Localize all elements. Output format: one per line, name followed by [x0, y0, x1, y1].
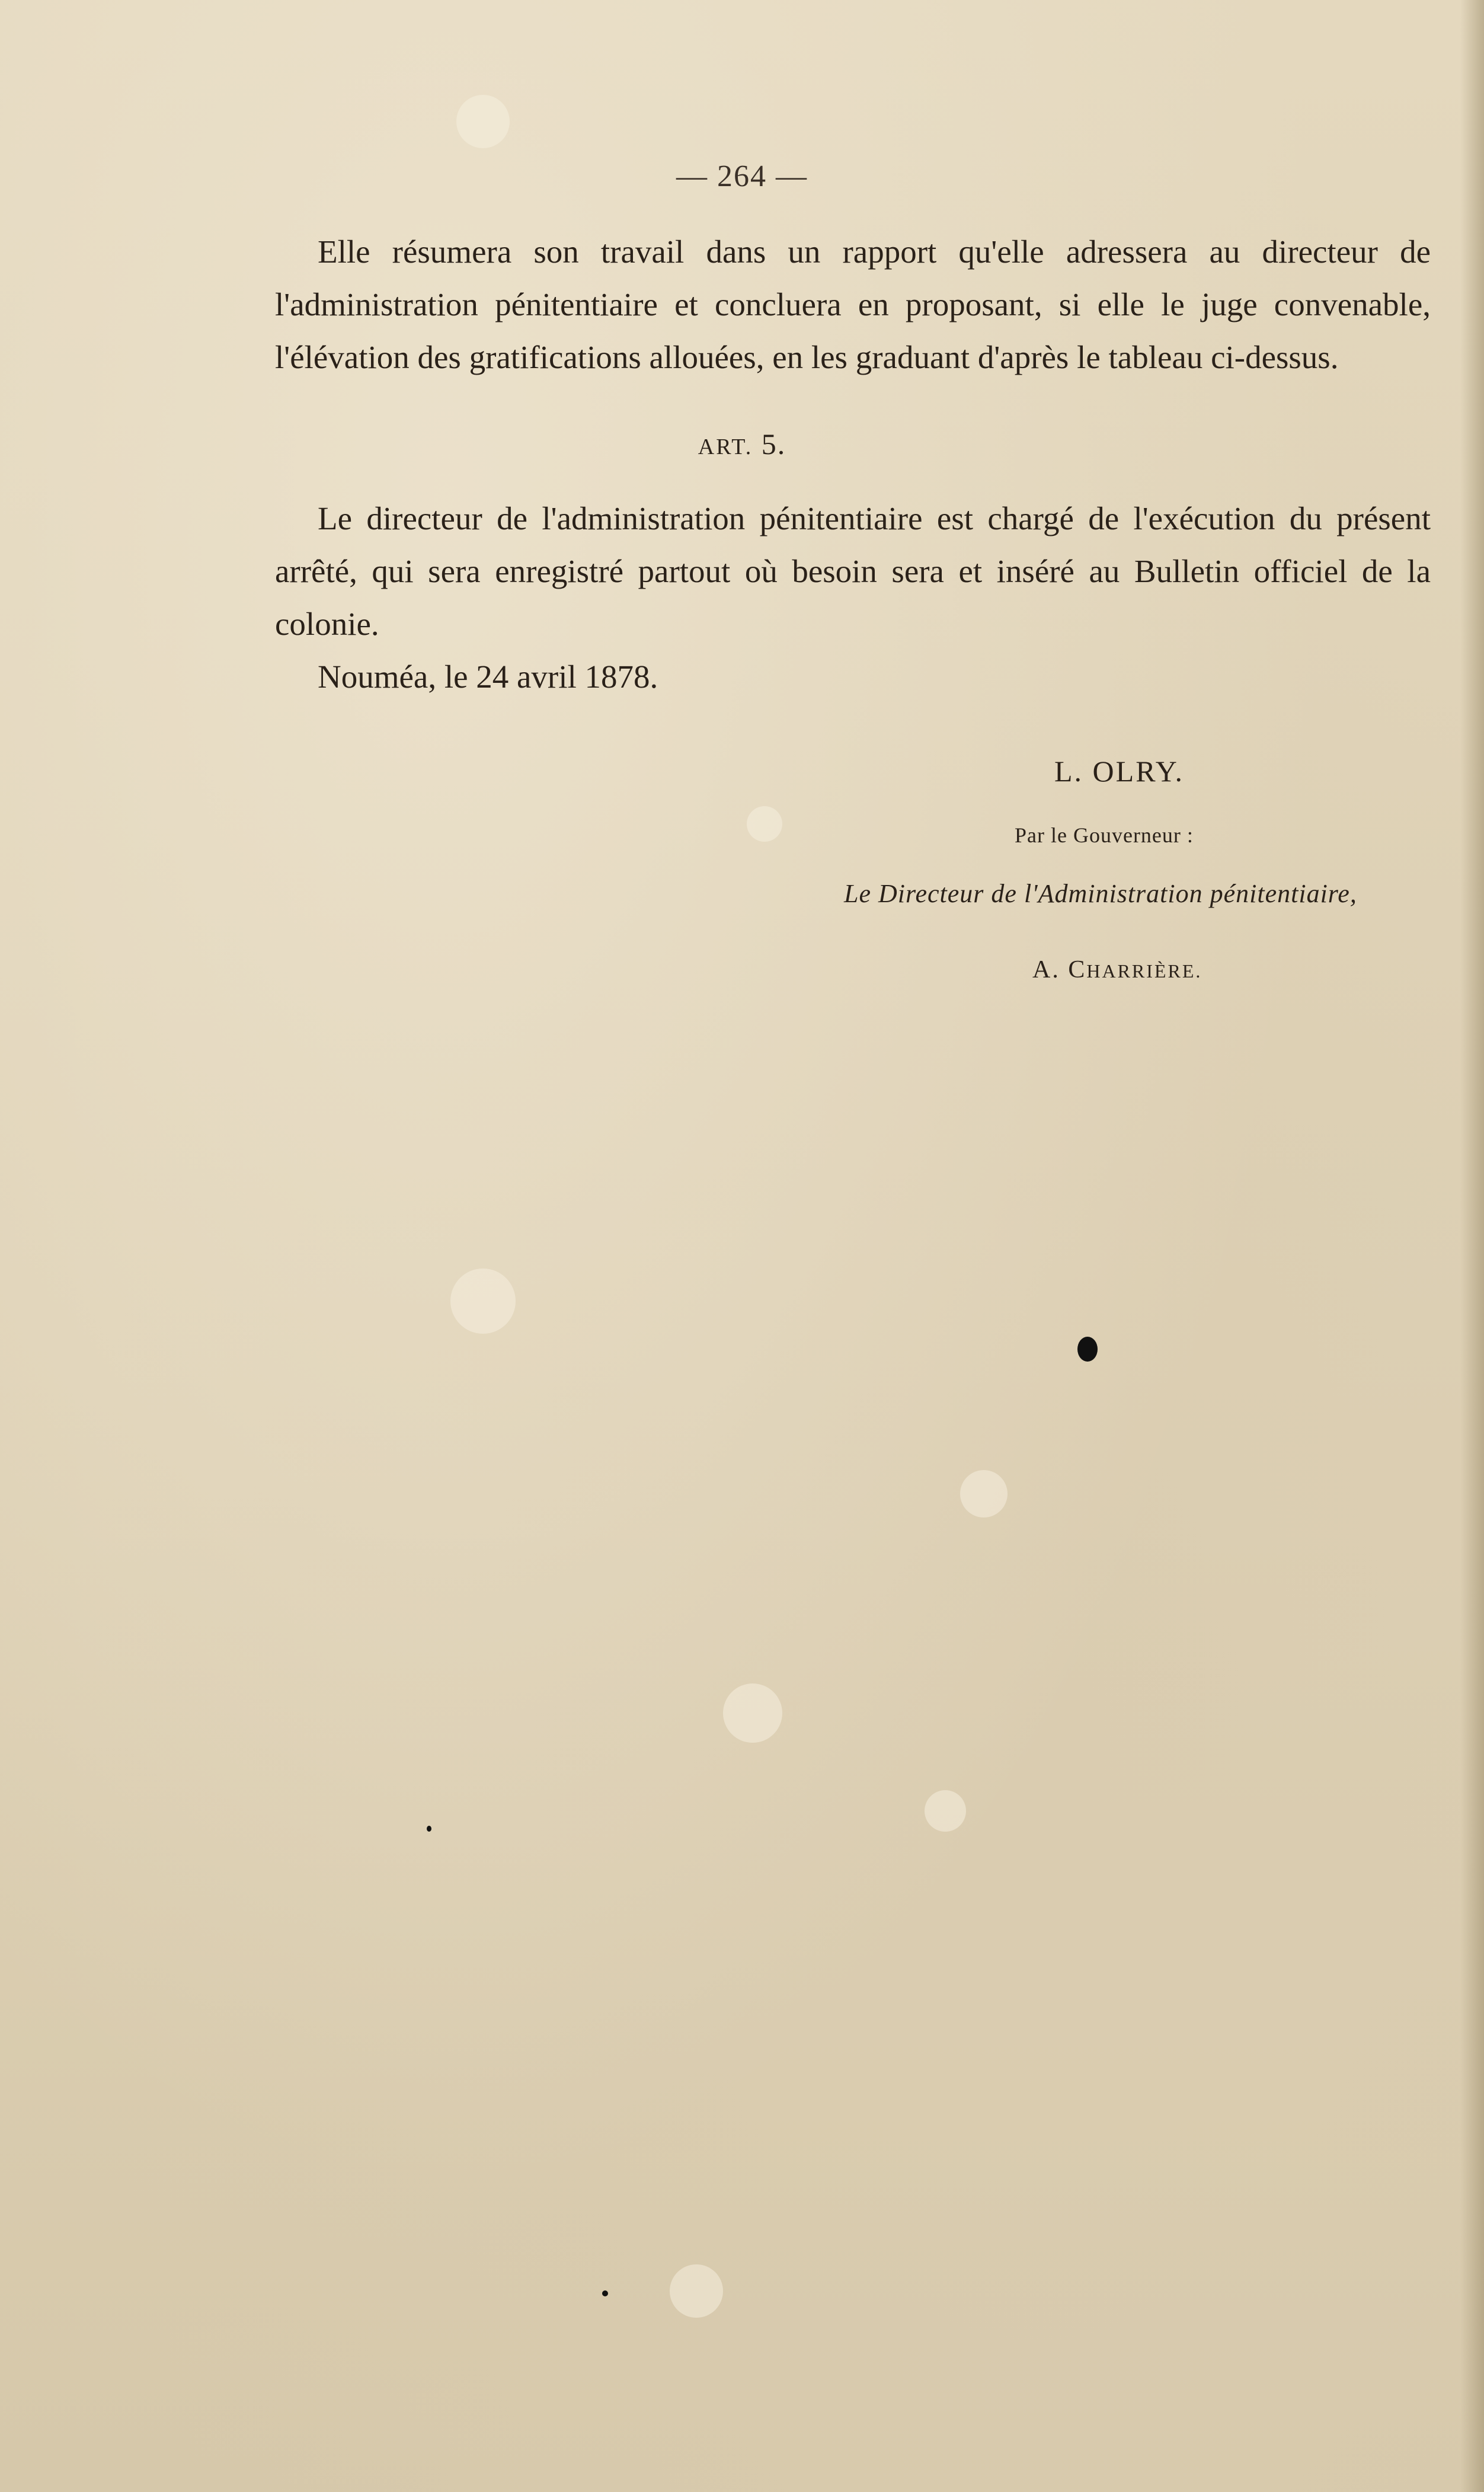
body-paragraph-2: Le directeur de l'administration pénitentiaire est chargé de l'exécution du présent arrêté, qui sera enregistré partout où besoin sera et inséré au Bulletin officiel de la colonie. — [275, 500, 1431, 642]
foxing-spot — [925, 1790, 966, 1832]
foxing-spot — [960, 1470, 1008, 1517]
page-edge-shadow — [1460, 0, 1484, 2492]
foxing-spot — [450, 1269, 516, 1334]
signatory-initial: A. C — [1032, 956, 1087, 983]
signatory-name — [1032, 956, 1202, 984]
signature-name: L. OLRY. — [1054, 755, 1184, 788]
body-paragraph-1-block — [275, 225, 1431, 384]
page-number: — 264 — — [676, 159, 808, 193]
foxing-spot — [456, 95, 510, 148]
foxing-spot — [670, 2264, 723, 2318]
article-prefix: ART. — [698, 434, 753, 459]
article-number: 5. — [761, 427, 786, 461]
article-heading — [0, 427, 1484, 461]
par-le-gouverneur: Par le Gouverneur : — [1015, 823, 1194, 847]
signatory-surname-rest: HARRIÈRE. — [1086, 960, 1202, 982]
ink-dot — [427, 1826, 431, 1832]
body-paragraph-1: Elle résumera son travail dans un rapport qu'elle adressera au directeur de l'administration pénitentiaire et concluera en proposant, si elle le juge convenable, l'élévation des gratifications allouées, en les graduant d'après le tableau ci-dessus. — [275, 234, 1431, 375]
foxing-spot — [747, 806, 782, 842]
ink-dot — [602, 2290, 608, 2296]
foxing-spot — [723, 1683, 782, 1743]
ink-dot — [1077, 1337, 1098, 1362]
body-paragraph-2-block — [275, 492, 1431, 650]
signatory-title: Le Directeur de l'Administration pénitentiaire, — [844, 879, 1357, 908]
dateline: Nouméa, le 24 avril 1878. — [318, 659, 658, 695]
